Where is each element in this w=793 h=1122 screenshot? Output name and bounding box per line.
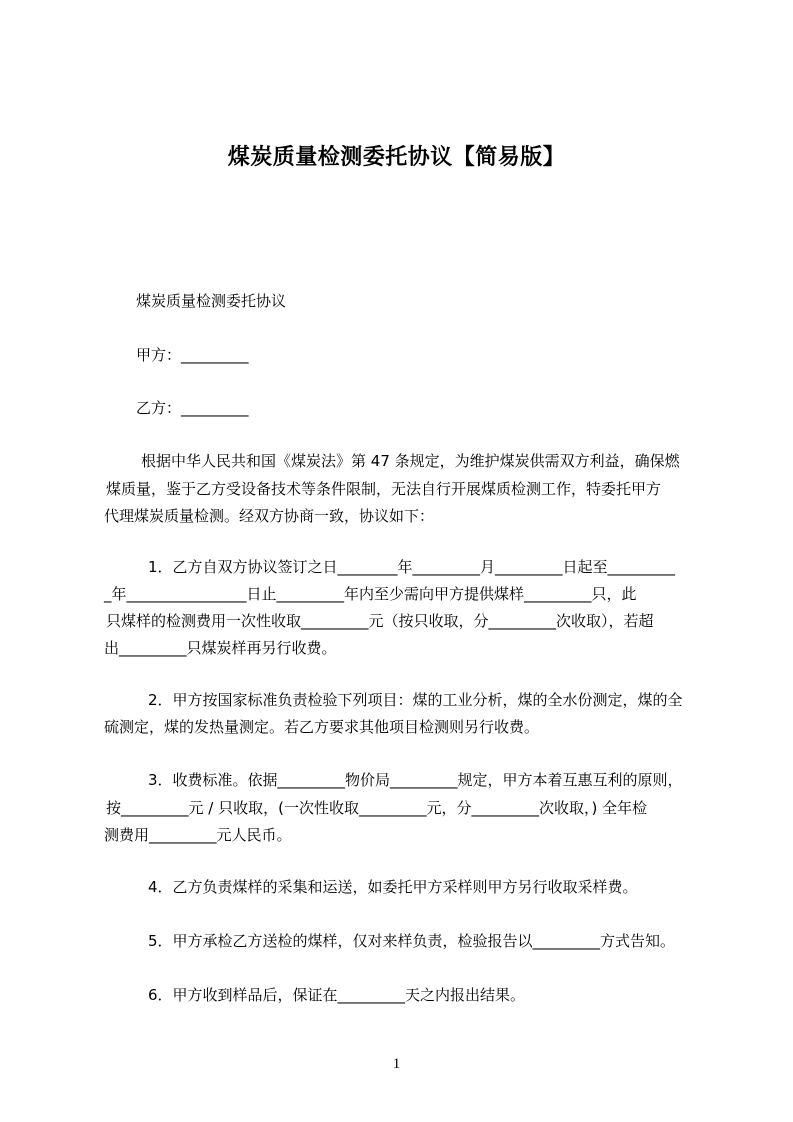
party-a-line: 甲方：_________ bbox=[136, 346, 249, 364]
agreement-subtitle: 煤炭质量检测委托协议 bbox=[136, 292, 287, 310]
clause-2-line-2: 硫测定，煤的发热量测定。若乙方要求其他项目检测则另行收费。 bbox=[104, 718, 540, 736]
clause-3-line-3: 测费用_________元人民币。 bbox=[104, 826, 292, 844]
clause-6-line: 6．甲方收到样品后，保证在_________天之内报出结果。 bbox=[148, 986, 526, 1004]
clause-1-line-4: 出_________只煤炭样再另行收费。 bbox=[104, 639, 337, 657]
intro-line-1: 根据中华人民共和国《煤炭法》第 47 条规定，为维护煤炭供需双方利益，确保燃 bbox=[141, 452, 680, 470]
intro-line-2: 煤质量，鉴于乙方受设备技术等条件限制，无法自行开展煤质检测工作，特委托甲方 bbox=[106, 480, 662, 498]
clause-1-line-2: _年________________日止_________年内至少需向甲方提供煤样_________只，此 bbox=[104, 585, 637, 603]
intro-line-3: 代理煤炭质量检测。经双方协商一致，协议如下： bbox=[104, 507, 435, 525]
clause-1-line-1: 1．乙方自双方协议签订之日________年_________月_________日起至_________ bbox=[148, 558, 676, 576]
clause-1-line-3: 只煤样的检测费用一次性收取_________元（按只收取，分_________次收取），若超 bbox=[106, 612, 654, 630]
clause-2-line-1: 2．甲方按国家标准负责检验下列项目：煤的工业分析，煤的全水份测定，煤的全 bbox=[148, 691, 683, 709]
clause-3-line-1: 3．收费标准。依据_________物价局_________规定，甲方本着互惠互利的原则， bbox=[148, 771, 683, 789]
party-b-line: 乙方：_________ bbox=[136, 399, 249, 417]
page-number: 1 bbox=[392, 1056, 401, 1072]
clause-4-line: 4．乙方负责煤样的采集和运送，如委托甲方采样则甲方另行收取采样费。 bbox=[148, 878, 638, 896]
document-title: 煤炭质量检测委托协议【简易版】 bbox=[227, 145, 566, 170]
clause-5-line: 5．甲方承检乙方送检的煤样，仅对来样负责，检验报告以_________方式告知。 bbox=[148, 932, 676, 950]
clause-3-line-2: 按_________元 / 只收取，(一次性收取_________元，分_________次收取，) 全年检 bbox=[106, 799, 648, 817]
